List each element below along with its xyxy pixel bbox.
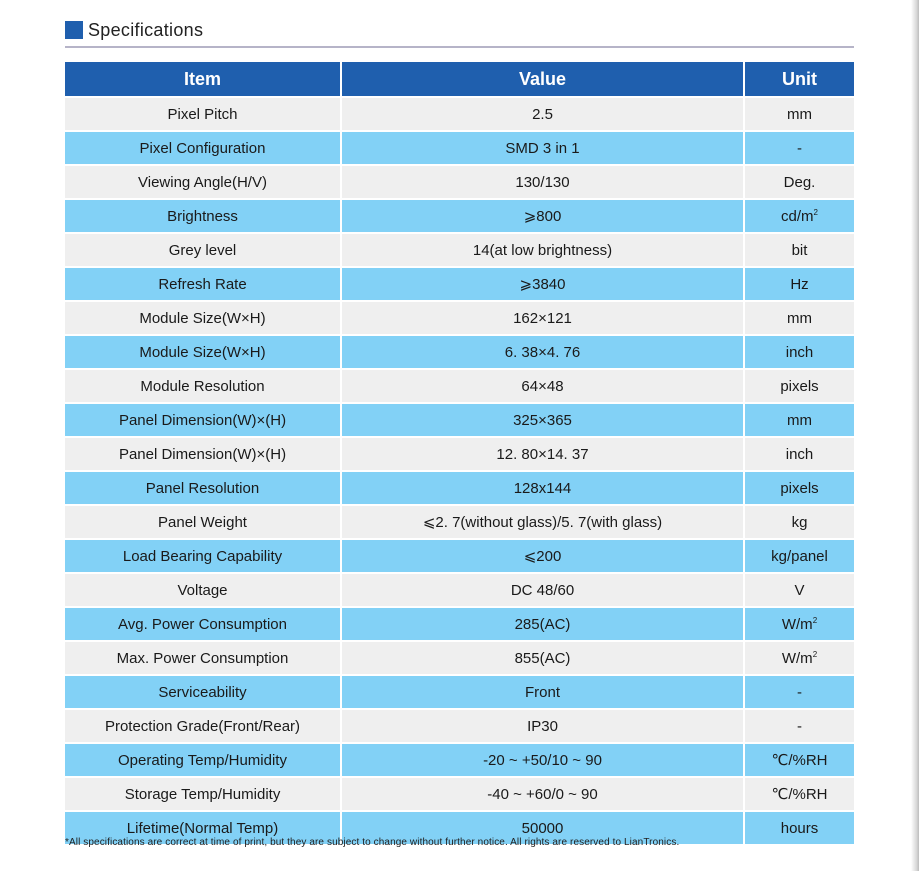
cell-item: Storage Temp/Humidity (65, 777, 341, 811)
cell-item: Panel Dimension(W)×(H) (65, 403, 341, 437)
unit-text: Hz (790, 275, 809, 293)
cell-unit (744, 641, 854, 675)
cell-item: Max. Power Consumption (65, 641, 341, 675)
cell-value: 6. 38×4. 76 (341, 335, 744, 369)
unit-text: Deg. (783, 173, 816, 191)
table-row (65, 709, 854, 743)
unit-text: inch (785, 343, 814, 361)
cell-item: Panel Dimension(W)×(H) (65, 437, 341, 471)
cell-value: 130/130 (341, 165, 744, 199)
cell-unit (744, 233, 854, 267)
unit-text: - (797, 717, 802, 735)
cell-item: Refresh Rate (65, 267, 341, 301)
section-header (65, 19, 203, 41)
cell-value: 162×121 (341, 301, 744, 335)
unit-text: ℃/%RH (771, 752, 828, 769)
cell-item: Pixel Configuration (65, 131, 341, 165)
section-title: Specifications (88, 19, 204, 40)
unit-text: W/m (781, 615, 813, 633)
table-row (65, 233, 854, 267)
cell-item: Viewing Angle(H/V) (65, 165, 341, 199)
cell-item: Pixel Pitch (65, 97, 341, 131)
cell-unit (744, 199, 854, 233)
cell-value: ⩾800 (341, 199, 744, 233)
table-row (65, 607, 854, 641)
table-row (65, 675, 854, 709)
section-marker-icon (65, 21, 83, 39)
cell-item: Lifetime(Normal Temp) (65, 811, 341, 844)
unit-text: bit (791, 241, 808, 259)
cell-value: 2.5 (341, 97, 744, 131)
unit-text: mm (787, 411, 812, 429)
cell-unit (744, 539, 854, 573)
cell-unit (744, 403, 854, 437)
unit-text: cd/m (781, 207, 814, 225)
cell-unit (744, 131, 854, 165)
table-header-row (65, 62, 854, 97)
table-row (65, 335, 854, 369)
unit-text: kg/panel (771, 547, 828, 565)
cell-value: SMD 3 in 1 (341, 131, 744, 165)
specifications-table (65, 62, 854, 844)
cell-unit (744, 573, 854, 607)
cell-item: Grey level (65, 233, 341, 267)
table-row (65, 505, 854, 539)
cell-value: Front (341, 675, 744, 709)
unit-text: mm (787, 105, 812, 123)
table-row (65, 369, 854, 403)
unit-text: - (797, 139, 802, 157)
unit-text: hours (780, 819, 819, 837)
unit-text: kg (791, 513, 808, 531)
cell-value: 855(AC) (341, 641, 744, 675)
cell-value: 325×365 (341, 403, 744, 437)
cell-item: Module Resolution (65, 369, 341, 403)
cell-unit (744, 165, 854, 199)
table-row (65, 97, 854, 131)
cell-value: -40 ~ +60/0 ~ 90 (341, 777, 744, 811)
cell-item: Avg. Power Consumption (65, 607, 341, 641)
cell-unit (744, 607, 854, 641)
cell-item: Panel Resolution (65, 471, 341, 505)
unit-text: W/m (781, 649, 813, 667)
unit-superscript: 2 (812, 649, 818, 659)
cell-value: 128x144 (341, 471, 744, 505)
unit-superscript: 2 (813, 207, 818, 217)
footnote: *All specifications are correct at time of print, but they are subject to change without further notice. All rights are reserved to LianTronics. (65, 837, 680, 848)
cell-value: 14(at low brightness) (341, 233, 744, 267)
table-row (65, 471, 854, 505)
cell-unit (744, 301, 854, 335)
cell-item: Panel Weight (65, 505, 341, 539)
cell-value: DC 48/60 (341, 573, 744, 607)
cell-value: -20 ~ +50/10 ~ 90 (341, 743, 744, 777)
table-row (65, 131, 854, 165)
section-divider (65, 46, 854, 48)
cell-item: Module Size(W×H) (65, 335, 341, 369)
cell-value: ⩾3840 (341, 267, 744, 301)
table-body (65, 97, 854, 844)
header-item: Item (65, 62, 341, 97)
cell-item: Serviceability (65, 675, 341, 709)
page-edge-shadow (911, 0, 919, 871)
cell-item: Voltage (65, 573, 341, 607)
cell-item: Module Size(W×H) (65, 301, 341, 335)
unit-text: pixels (780, 479, 819, 497)
table-row (65, 301, 854, 335)
cell-value: 64×48 (341, 369, 744, 403)
cell-unit (744, 709, 854, 743)
table-row (65, 777, 854, 811)
cell-value: 50000 (341, 811, 744, 844)
table-row (65, 403, 854, 437)
cell-unit (744, 675, 854, 709)
unit-text: mm (787, 309, 812, 327)
header-value: Value (341, 62, 744, 97)
cell-value: IP30 (341, 709, 744, 743)
unit-text: - (797, 683, 802, 701)
cell-unit (744, 267, 854, 301)
unit-text: ℃/%RH (771, 786, 828, 803)
cell-value: ⩽200 (341, 539, 744, 573)
cell-item: Load Bearing Capability (65, 539, 341, 573)
table-row (65, 267, 854, 301)
unit-text: inch (785, 445, 814, 463)
unit-text: V (794, 581, 805, 599)
cell-unit (744, 369, 854, 403)
table-row (65, 573, 854, 607)
cell-unit (744, 97, 854, 131)
table-row (65, 641, 854, 675)
unit-superscript: 2 (812, 615, 818, 625)
cell-unit (744, 505, 854, 539)
cell-unit (744, 437, 854, 471)
cell-value: 285(AC) (341, 607, 744, 641)
cell-unit (744, 471, 854, 505)
table-row (65, 165, 854, 199)
cell-unit (744, 743, 854, 777)
cell-unit (744, 811, 854, 844)
table-row (65, 743, 854, 777)
table-row (65, 437, 854, 471)
table-row (65, 199, 854, 233)
cell-value: 12. 80×14. 37 (341, 437, 744, 471)
cell-item: Operating Temp/Humidity (65, 743, 341, 777)
header-unit: Unit (744, 62, 854, 97)
cell-item: Protection Grade(Front/Rear) (65, 709, 341, 743)
cell-value: ⩽2. 7(without glass)/5. 7(with glass) (341, 505, 744, 539)
cell-unit (744, 777, 854, 811)
cell-unit (744, 335, 854, 369)
table-row (65, 539, 854, 573)
unit-text: pixels (780, 377, 819, 395)
cell-item: Brightness (65, 199, 341, 233)
